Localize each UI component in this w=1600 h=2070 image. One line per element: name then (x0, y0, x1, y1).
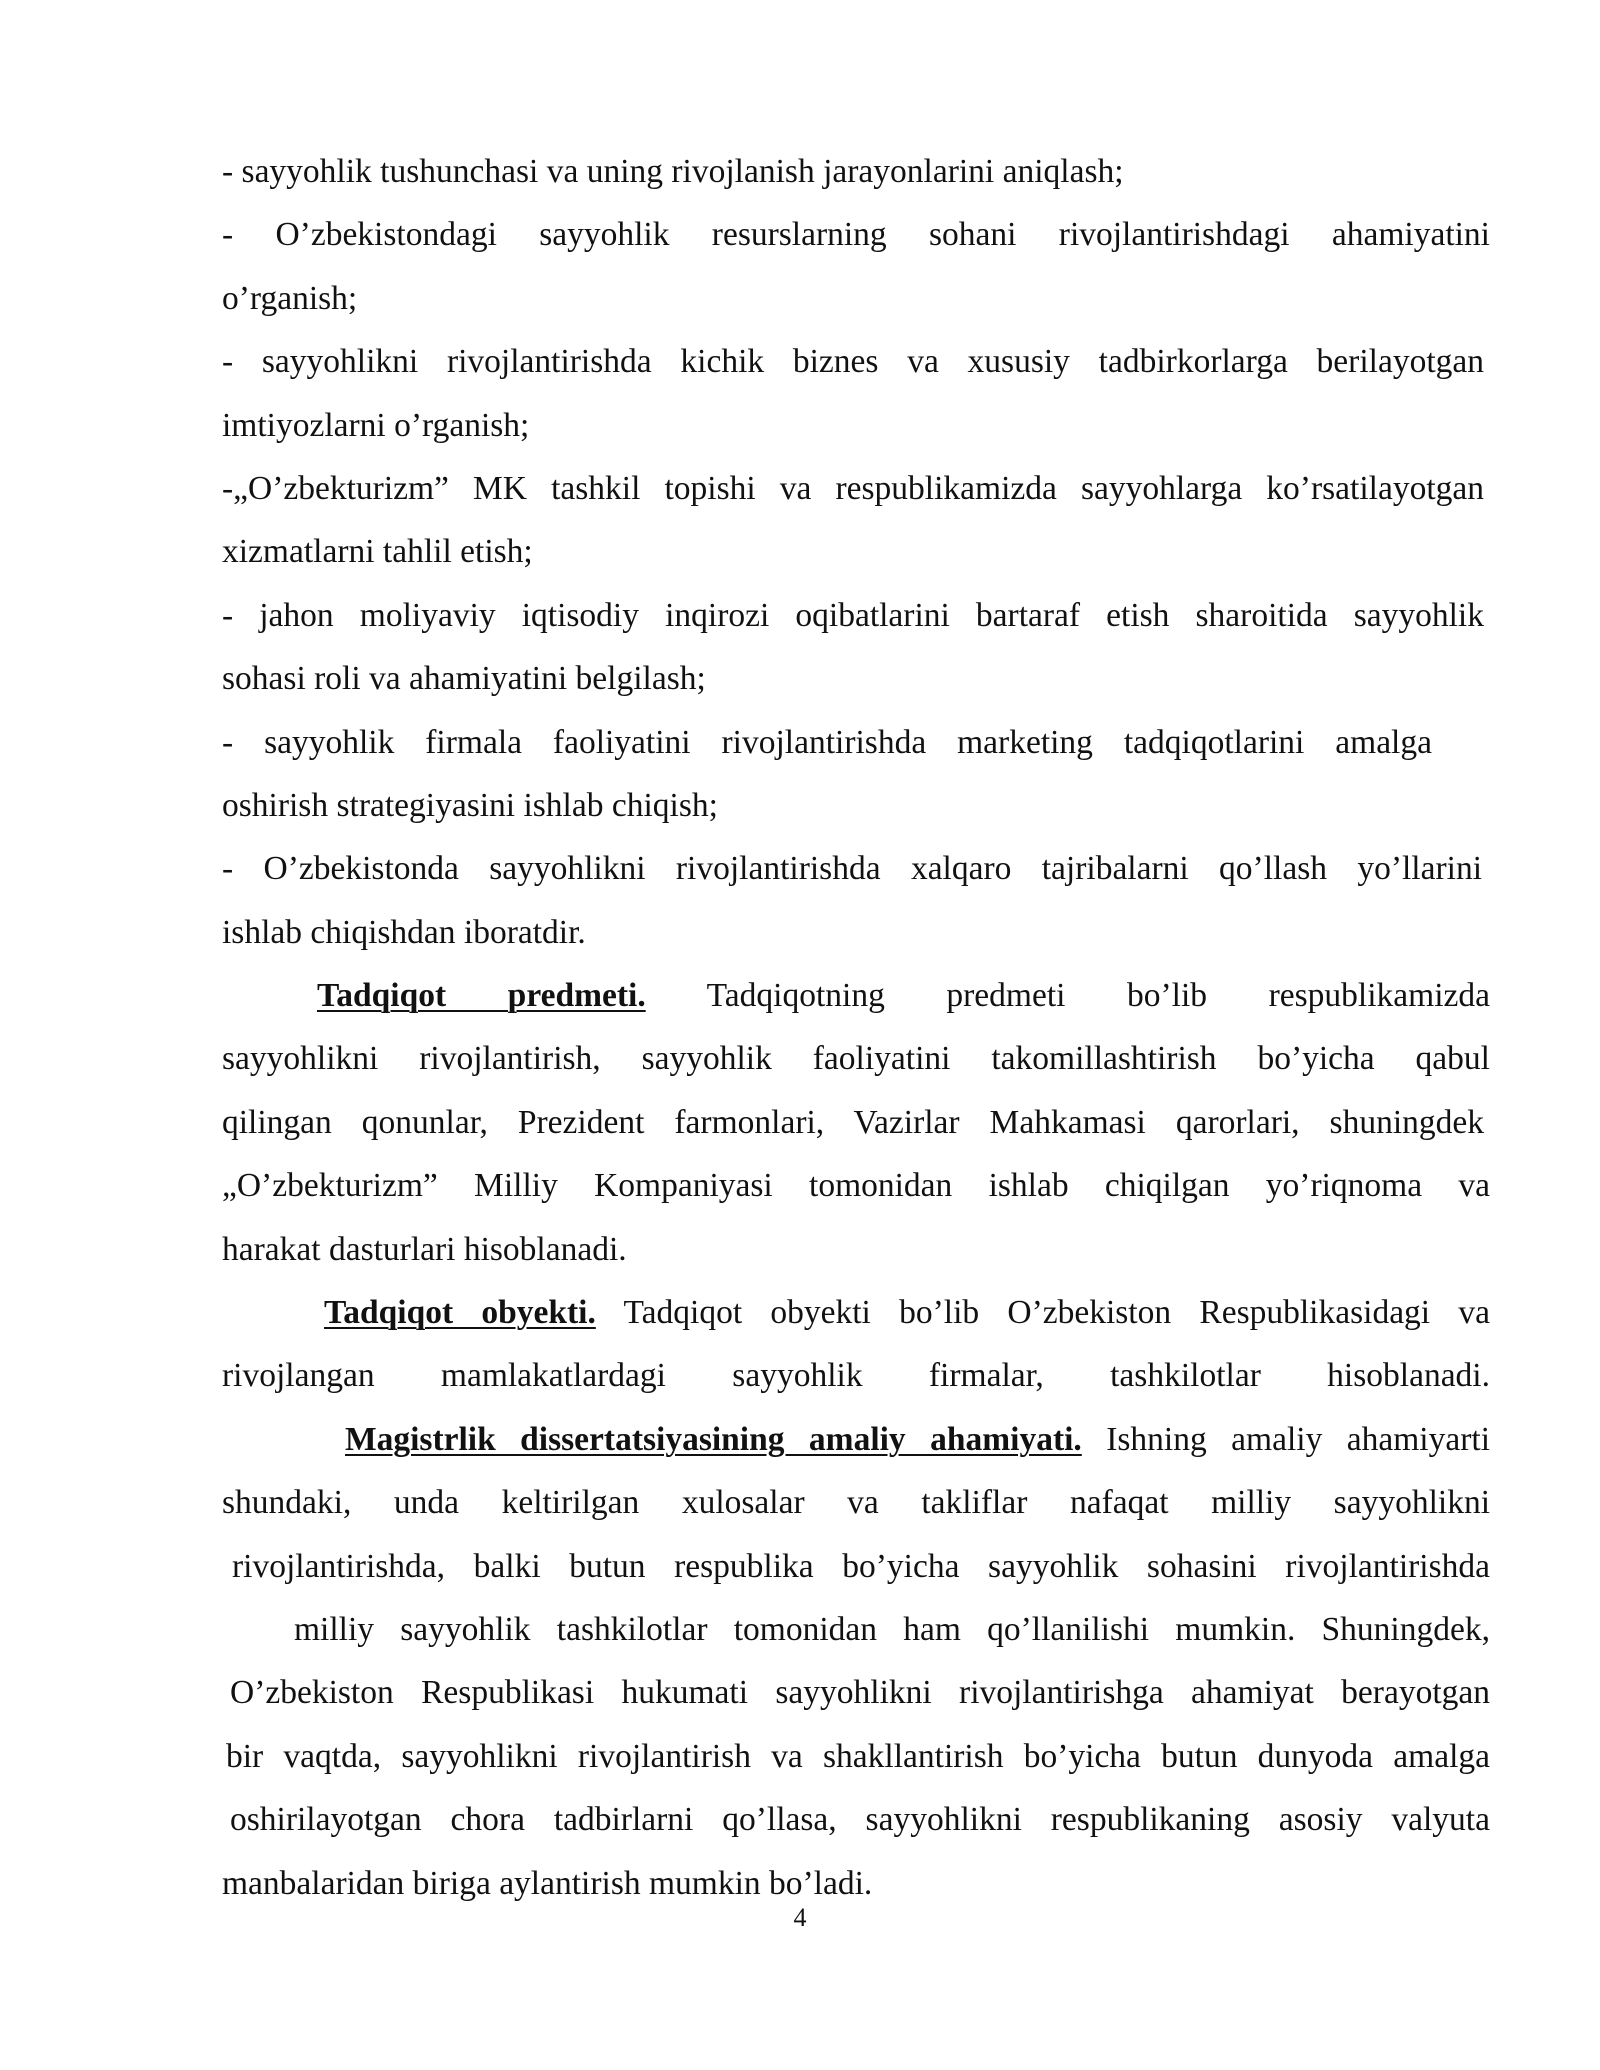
list-item-continuation: imtiyozlarni o’rganish; (222, 406, 530, 444)
list-item-continuation: o’rganish; (222, 279, 358, 317)
predmet-line: „O’zbekturizm” Milliy Kompaniyasi tomonidan ishlab chiqilgan yo’riqnoma va (222, 1167, 1490, 1205)
obyekt-text: Tadqiqot obyekti bo’lib O’zbekiston Respublikasidagi va (623, 1294, 1490, 1332)
amaliy-line: bir vaqtda, sayyohlikni rivojlantirish va shakllantirish bo’yicha butun dunyoda amalga (226, 1737, 1490, 1775)
list-item: - sayyohlikni rivojlantirishda kichik biznes va xususiy tadbirkorlarga berilayotgan (222, 343, 1484, 381)
obyekt-paragraph-first-line (222, 1281, 1490, 1344)
list-item: - O’zbekistondagi sayyohlik resurslarning sohani rivojlantirishdagi ahamiyatini (222, 216, 1490, 254)
predmet-line: qilingan qonunlar, Prezident farmonlari, Vazirlar Mahkamasi qarorlari, shuningdek (222, 1103, 1484, 1141)
amaliy-line: O’zbekiston Respublikasi hukumati sayyohlikni rivojlantirishga ahamiyat berayotgan (230, 1674, 1490, 1712)
amaliy-heading: Magistrlik dissertatsiyasining amaliy ahamiyati. (345, 1420, 1082, 1458)
amaliy-line: shundaki, unda keltirilgan xulosalar va takliflar nafaqat milliy sayyohlikni (222, 1484, 1490, 1522)
predmet-heading: Tadqiqot predmeti. (317, 977, 646, 1015)
list-item: -„O’zbekturizm” MK tashkil topishi va respublikamizda sayyohlarga ko’rsatilayotgan (222, 469, 1484, 507)
list-item: - sayyohlik tushunchasi va uning rivojlanish jarayonlarini aniqlash; (222, 153, 1124, 190)
obyekt-line: rivojlangan mamlakatlardagi sayyohlik firmalar, tashkilotlar hisoblanadi. (222, 1357, 1490, 1395)
predmet-text: Tadqiqotning predmeti bo’lib respublikamizda (706, 977, 1490, 1015)
document-page (222, 140, 1490, 1915)
amaliy-paragraph-first-line (222, 1408, 1490, 1471)
amaliy-line: rivojlantirishda, balki butun respublika bo’yicha sayyohlik sohasini rivojlantirishda (232, 1547, 1490, 1585)
list-item-continuation: sohasi roli va ahamiyatini belgilash; (222, 660, 706, 698)
amaliy-line: milliy sayyohlik tashkilotlar tomonidan ham qo’llanilishi mumkin. Shuningdek, (294, 1610, 1490, 1648)
predmet-line: harakat dasturlari hisoblanadi. (222, 1230, 627, 1268)
obyekt-heading: Tadqiqot obyekti. (324, 1294, 596, 1332)
amaliy-text: Ishning amaliy ahamiyarti (1106, 1420, 1490, 1458)
amaliy-line: manbalaridan biriga aylantirish mumkin bo’ladi. (222, 1864, 873, 1902)
list-item-continuation: ishlab chiqishdan iboratdir. (222, 913, 586, 951)
predmet-line: sayyohlikni rivojlantirish, sayyohlik faoliyatini takomillashtirish bo’yicha qabul (222, 1040, 1490, 1078)
page-number: 4 (793, 1903, 807, 1932)
amaliy-line: oshirilayotgan chora tadbirlarni qo’llasa, sayyohlikni respublikaning asosiy valyuta (230, 1801, 1490, 1839)
list-item-continuation: oshirish strategiyasini ishlab chiqish; (222, 786, 718, 824)
list-item: - jahon moliyaviy iqtisodiy inqirozi oqibatlarini bartaraf etish sharoitida sayyohlik (222, 596, 1484, 634)
list-item: - sayyohlik firmala faoliyatini rivojlantirishda marketing tadqiqotlarini amalga (222, 723, 1432, 761)
predmet-paragraph-first-line (222, 964, 1490, 1027)
list-item: - O’zbekistonda sayyohlikni rivojlantirishda xalqaro tajribalarni qo’llash yo’llarini (222, 850, 1482, 888)
list-item-continuation: xizmatlarni tahlil etish; (222, 533, 533, 571)
